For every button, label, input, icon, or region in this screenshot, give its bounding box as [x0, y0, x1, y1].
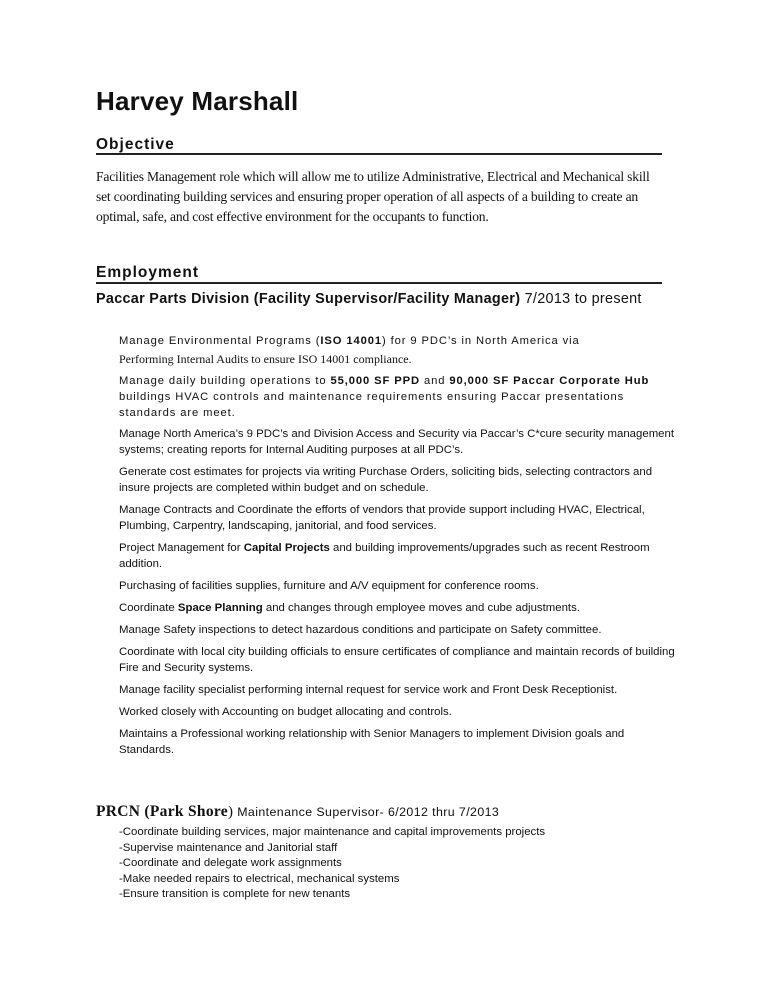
duty-item: Project Management for Capital Projects and building improvements/upgrades such as recent Restroom addition. — [119, 542, 650, 570]
duty-item: Manage daily building operations to 55,000 SF PPD and 90,000 SF Paccar Corporate Hub buildings HVAC controls and maintenance requirements ensuring Paccar presentations standards are meet. — [119, 375, 650, 419]
duty-item: Manage facility specialist performing internal request for service work and Front Desk Receptionist. — [119, 684, 618, 696]
objective-heading: Objective — [96, 136, 175, 153]
employment-heading: Employment — [96, 264, 200, 281]
duty-item: Manage Environmental Programs (ISO 14001) for 9 PDC’s in North America via — [119, 335, 580, 347]
duty-item: Manage Contracts and Coordinate the efforts of vendors that provide support including HVAC, Electrical, Plumbing, Carpentry, landscaping, janitorial, and food services. — [119, 504, 645, 532]
list-item: -Supervise maintenance and Janitorial staff — [119, 841, 338, 854]
objective-text: Facilities Management role which will allow me to utilize Administrative, Electrical and Mechanical skill set coordinating building services and ensuring proper operation of all aspects of a building to create an optimal, safe, and cost effective environment for the occupants to function. — [96, 169, 650, 224]
job-2-duties — [119, 825, 545, 903]
duty-item: Maintains a Professional working relationship with Senior Managers to implement Division goals and Standards. — [119, 728, 625, 756]
duty-item: Generate cost estimates for projects via writing Purchase Orders, soliciting bids, selecting contractors and insure projects are completed within budget and on schedule. — [119, 466, 653, 494]
duty-item: Performing Internal Audits to ensure ISO 14001 compliance. — [119, 352, 412, 366]
job-2-title-dates: Maintenance Supervisor- 6/2012 thru 7/2013 — [237, 805, 500, 819]
list-item: -Coordinate and delegate work assignments — [119, 857, 342, 869]
list-item: -Ensure transition is complete for new tenants — [119, 888, 351, 900]
employment-divider — [96, 282, 662, 284]
job-1-heading — [96, 290, 656, 309]
objective-divider — [96, 153, 662, 155]
list-item: -Make needed repairs to electrical, mechanical systems — [119, 872, 400, 885]
duty-item: Manage Safety inspections to detect hazardous conditions and participate on Safety committee. — [119, 624, 602, 636]
duty-item: Worked closely with Accounting on budget allocating and controls. — [119, 706, 452, 718]
duty-item: Coordinate with local city building officials to ensure certificates of compliance and maintain records of building Fire and Security systems. — [119, 646, 675, 674]
job-2-heading: PRCN (Park Shore) Maintenance Supervisor- 6/2012 thru 7/2013 — [96, 803, 500, 820]
duty-item: Coordinate Space Planning and changes through employee moves and cube adjustments. — [119, 602, 580, 614]
duty-item: Purchasing of facilities supplies, furniture and A/V equipment for conference rooms. — [119, 580, 539, 592]
job-1-duties — [119, 333, 679, 758]
candidate-name: Harvey Marshall — [96, 86, 299, 116]
duty-item: Manage North America’s 9 PDC’s and Division Access and Security via Paccar’s C*cure security management systems; creating reports for Internal Auditing purposes at all PDC’s. — [119, 428, 675, 456]
list-item: -Coordinate building services, major maintenance and capital improvements projects — [119, 826, 546, 838]
job-1-dates: 7/2013 to present — [524, 291, 642, 307]
job-1-title: Paccar Parts Division (Facility Supervisor/Facility Manager) — [96, 291, 521, 307]
job-2-company: PRCN (Park Shore — [96, 803, 228, 820]
